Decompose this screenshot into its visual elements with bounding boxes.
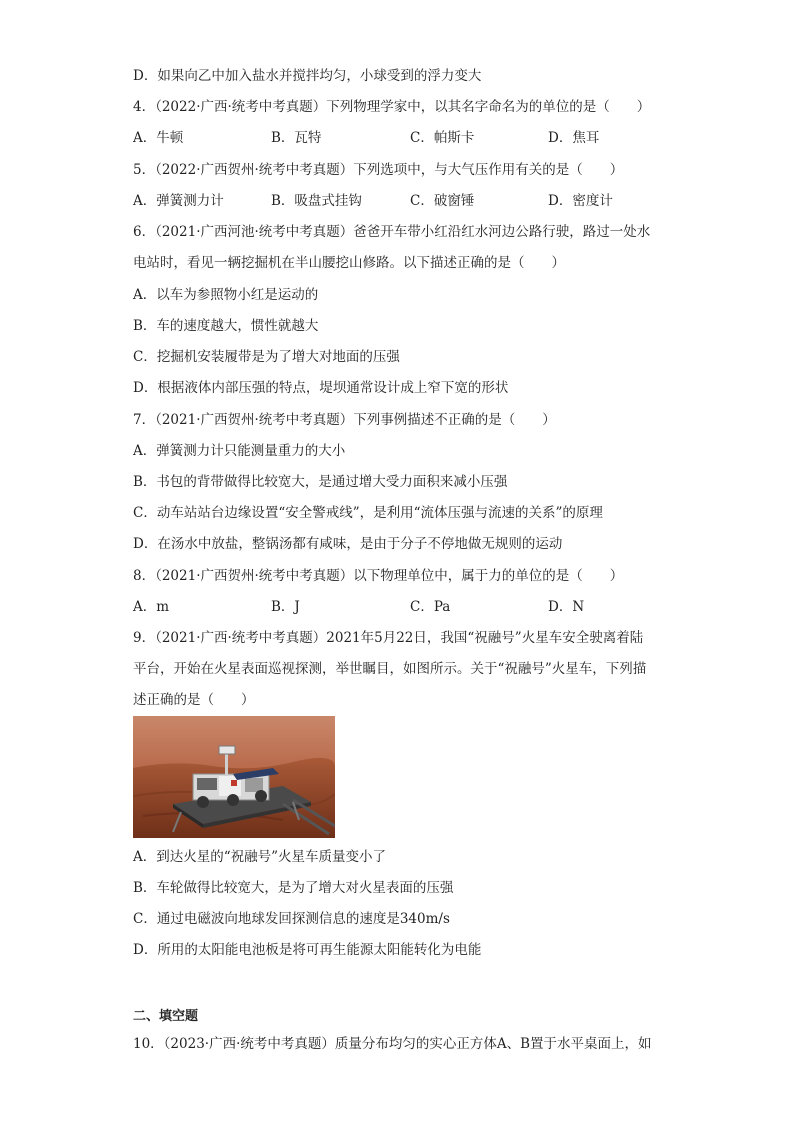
q4-option-c: C．帕斯卡 — [410, 130, 475, 146]
q9-option-c: C．通过电磁波向地球发回探测信息的速度是340m/s — [133, 911, 450, 927]
q7-option-a: A．弹簧测力计只能测量重力的大小 — [133, 443, 346, 459]
q4-stem: 4．（2022·广西·统考中考真题）下列物理学家中，以其名字命名为的单位的是（ ） — [133, 99, 651, 115]
q4-options — [133, 128, 663, 148]
q5-options — [133, 191, 663, 211]
q8-option-b: B．J — [271, 599, 300, 615]
q8-options — [133, 597, 663, 617]
q7-option-c: C．动车站站台边缘设置“安全警戒线”，是利用“流体压强与流速的关系”的原理 — [133, 505, 603, 521]
mars-rover-figure — [133, 716, 335, 838]
q7-stem: 7．（2021·广西贺州·统考中考真题）下列事例描述不正确的是（ ） — [133, 412, 556, 428]
section-title-fill-in: 二、填空题 — [133, 1009, 199, 1024]
q5-option-a: A．弹簧测力计 — [133, 193, 224, 209]
q4-option-d: D．焦耳 — [548, 130, 600, 146]
q9-stem-line3: 述正确的是（ ） — [133, 692, 255, 708]
q9-option-a: A．到达火星的“祝融号”火星车质量变小了 — [133, 849, 387, 865]
q9-option-d: D．所用的太阳能电池板是将可再生能源太阳能转化为电能 — [133, 942, 482, 958]
q6-option-d: D．根据液体内部压强的特点，堤坝通常设计成上窄下宽的形状 — [133, 380, 509, 396]
q6-option-a: A．以车为参照物小红是运动的 — [133, 287, 319, 303]
q6-option-c: C．挖掘机安装履带是为了增大对地面的压强 — [133, 349, 400, 365]
q4-option-b: B．瓦特 — [271, 130, 322, 146]
q6-option-b: B．车的速度越大，惯性就越大 — [133, 318, 319, 334]
q3-option-d: D．如果向乙中加入盐水并搅拌均匀，小球受到的浮力变大 — [133, 68, 482, 84]
q5-option-d: D．密度计 — [548, 193, 613, 209]
q6-stem-line2: 电站时，看见一辆挖掘机在半山腰挖山修路。以下描述正确的是（ ） — [133, 255, 565, 271]
q4-option-a: A．牛顿 — [133, 130, 184, 146]
q8-option-d: D．N — [548, 599, 585, 615]
q9-stem-line2: 平台，开始在火星表面巡视探测，举世瞩目，如图所示。关于“祝融号”火星车，下列描 — [133, 661, 647, 677]
q8-option-c: C．Pa — [410, 599, 451, 615]
q9-option-b: B．车轮做得比较宽大，是为了增大对火星表面的压强 — [133, 880, 454, 896]
q5-option-b: B．吸盘式挂钩 — [271, 193, 362, 209]
q8-option-a: A．m — [133, 599, 170, 615]
q8-stem: 8．（2021·广西贺州·统考中考真题）以下物理单位中，属于力的单位的是（ ） — [133, 568, 624, 584]
q5-stem: 5．（2022·广西贺州·统考中考真题）下列选项中，与大气压作用有关的是（ ） — [133, 162, 624, 178]
q6-stem-line1: 6．（2021·广西河池·统考中考真题）爸爸开车带小红沿红水河边公路行驶，路过一处水 — [133, 224, 651, 240]
q5-option-c: C．破窗锤 — [410, 193, 475, 209]
q7-option-d: D．在汤水中放盐，整锅汤都有咸味，是由于分子不停地做无规则的运动 — [133, 536, 563, 552]
q10-stem-line1: 10．（2023·广西·统考中考真题）质量分布均匀的实心正方体A、B置于水平桌面上，如 — [133, 1036, 652, 1052]
q9-stem-line1: 9．（2021·广西·统考中考真题）2021年5月22日，我国“祝融号”火星车安全驶离着陆 — [133, 630, 644, 646]
q7-option-b: B．书包的背带做得比较宽大，是通过增大受力面积来减小压强 — [133, 474, 508, 490]
